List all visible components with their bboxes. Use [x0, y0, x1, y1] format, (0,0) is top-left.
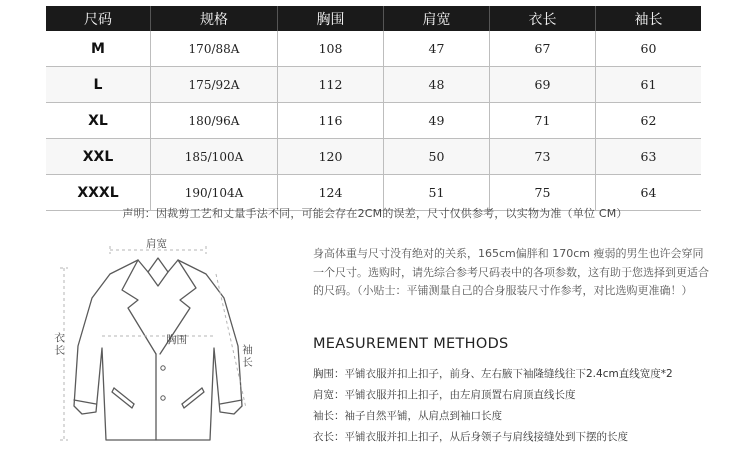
- jacket-measurement-diagram: [50, 228, 290, 463]
- cell-sleeve: 60: [596, 31, 702, 67]
- cell-spec: 185/100A: [151, 139, 278, 175]
- cell-sleeve: 63: [596, 139, 702, 175]
- cell-spec: 190/104A: [151, 175, 278, 211]
- table-row: [46, 139, 701, 175]
- cell-size: XL: [46, 103, 151, 139]
- cell-shoulder: 48: [384, 67, 490, 103]
- header-shoulder: 肩宽: [384, 6, 490, 31]
- method-sleeve: 袖长：袖子自然平铺，从肩点到袖口长度: [313, 410, 502, 422]
- cell-shoulder: 51: [384, 175, 490, 211]
- method-shoulder: 肩宽：平铺衣服并扣上扣子，由左肩顶置右肩顶直线长度: [313, 389, 576, 401]
- cell-shoulder: 50: [384, 139, 490, 175]
- cell-chest: 116: [278, 103, 384, 139]
- cell-sleeve: 62: [596, 103, 702, 139]
- method-length: 衣长：平铺衣服并扣上扣子，从后身领子与肩线接缝处到下摆的长度: [313, 431, 628, 443]
- cell-sleeve: 64: [596, 175, 702, 211]
- cell-size: L: [46, 67, 151, 103]
- table-header-row: [46, 6, 701, 31]
- cell-sleeve: 61: [596, 67, 702, 103]
- cell-spec: 170/88A: [151, 31, 278, 67]
- measurement-methods-list: [313, 364, 743, 448]
- cell-size: XXL: [46, 139, 151, 175]
- cell-chest: 124: [278, 175, 384, 211]
- header-sleeve: 袖长: [596, 6, 702, 31]
- measurement-methods-title: MEASUREMENT METHODS: [313, 336, 509, 352]
- table-row: [46, 103, 701, 139]
- header-length: 衣长: [490, 6, 596, 31]
- table-row: [46, 67, 701, 103]
- cell-spec: 180/96A: [151, 103, 278, 139]
- cell-chest: 112: [278, 67, 384, 103]
- size-disclaimer: 声明：因裁剪工艺和丈量手法不同，可能会存在2CM的误差，尺寸仅供参考，以实物为准（单位 CM）: [122, 207, 628, 220]
- header-chest: 胸围: [278, 6, 384, 31]
- diagram-label-chest: 胸围: [166, 334, 187, 346]
- header-size: 尺码: [46, 6, 151, 31]
- header-spec: 规格: [151, 6, 278, 31]
- cell-length: 71: [490, 103, 596, 139]
- cell-size: XXXL: [46, 175, 151, 211]
- cell-length: 67: [490, 31, 596, 67]
- size-chart-table: [46, 6, 701, 211]
- size-advice-note: 身高体重与尺寸没有绝对的关系，165cm偏胖和 170cm 瘦弱的男生也许会穿同一个尺寸。选购时，请先综合参考尺码表中的各项参数，这有助于您选择到更适合的尺码。（小贴士：平铺测量自己的合身服装尺寸作参考，对比选购更准确！）: [313, 247, 709, 297]
- cell-chest: 120: [278, 139, 384, 175]
- diagram-label-sleeve: 袖长: [241, 344, 253, 369]
- cell-shoulder: 47: [384, 31, 490, 67]
- method-chest: 胸围：平铺衣服并扣上扣子，前身、左右腋下袖隆缝线往下2.4cm直线宽度*2: [313, 368, 673, 380]
- cell-length: 73: [490, 139, 596, 175]
- cell-length: 69: [490, 67, 596, 103]
- diagram-label-shoulder: 肩宽: [146, 238, 167, 250]
- cell-spec: 175/92A: [151, 67, 278, 103]
- cell-chest: 108: [278, 31, 384, 67]
- diagram-label-length: 衣长: [53, 332, 65, 357]
- cell-size: M: [46, 31, 151, 67]
- cell-shoulder: 49: [384, 103, 490, 139]
- cell-length: 75: [490, 175, 596, 211]
- table-row: [46, 31, 701, 67]
